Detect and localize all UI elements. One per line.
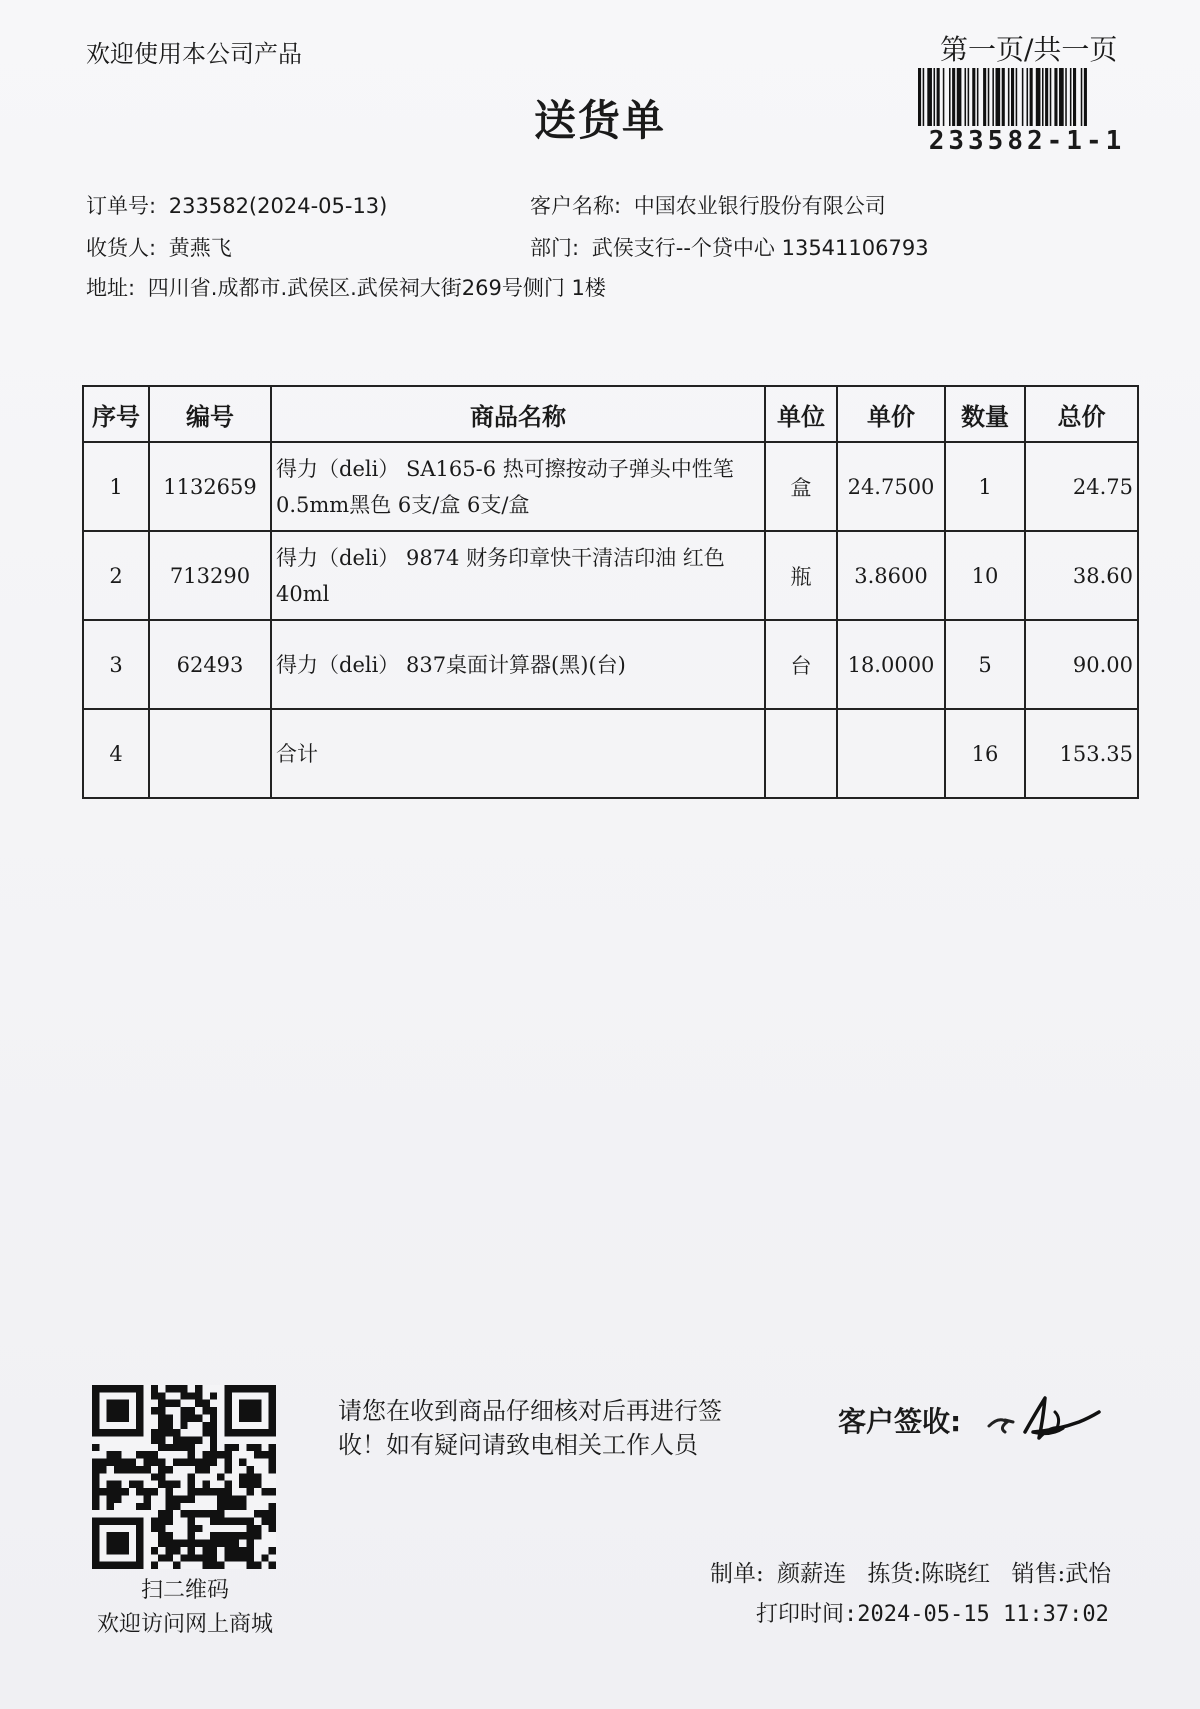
col-header-price: 单价 — [837, 386, 945, 442]
cell-code: 1132659 — [149, 442, 271, 531]
cell-unit: 盒 — [765, 442, 837, 531]
page-info: 第一页/共一页 — [940, 33, 1118, 66]
receiver-value: 黄燕飞 — [168, 236, 232, 260]
cell-name: 得力（deli） SA165-6 热可擦按动子弹头中性笔0.5mm黑色 6支/盒 6支/盒 — [271, 442, 765, 531]
col-header-qty: 数量 — [945, 386, 1025, 442]
receiver-label: 收货人: — [86, 236, 157, 260]
staff-line — [710, 1555, 1111, 1588]
qr-caption-line-2: 欢迎访问网上商城 — [96, 1612, 273, 1637]
customer-value: 中国农业银行股份有限公司 — [633, 194, 886, 218]
customer-sign-label: 客户签收: — [838, 1405, 962, 1438]
cell-name: 得力（deli） 837桌面计算器(黑)(台) — [271, 620, 765, 709]
cell-code — [149, 709, 271, 798]
print-time-label: 打印时间: — [756, 1602, 858, 1627]
col-header-total: 总价 — [1025, 386, 1138, 442]
cell-seq: 3 — [83, 620, 149, 709]
cell-total: 153.35 — [1025, 709, 1138, 798]
cell-unit: 台 — [765, 620, 837, 709]
sales-label: 销售: — [1011, 1561, 1066, 1587]
cell-seq: 2 — [83, 531, 149, 620]
order-label: 订单号: — [86, 194, 157, 218]
cell-unit — [765, 709, 837, 798]
table-header-row — [83, 386, 1138, 442]
col-header-unit: 单位 — [765, 386, 837, 442]
cell-price: 24.7500 — [837, 442, 945, 531]
cell-qty: 1 — [945, 442, 1025, 531]
qr-caption-line-1: 扫二维码 — [140, 1578, 229, 1603]
print-time-value: 2024-05-15 11:37:02 — [857, 1602, 1109, 1627]
cell-price — [837, 709, 945, 798]
cell-total: 24.75 — [1025, 442, 1138, 531]
table-row — [83, 442, 1138, 531]
cell-total: 90.00 — [1025, 620, 1138, 709]
department-line — [530, 232, 929, 262]
cell-price: 18.0000 — [837, 620, 945, 709]
cell-unit: 瓶 — [765, 531, 837, 620]
customer-line — [530, 190, 886, 220]
items-table — [82, 385, 1139, 799]
receiver-line — [86, 232, 232, 262]
maker-value: 颜薪连 — [777, 1561, 847, 1587]
handwritten-signature — [985, 1392, 1105, 1448]
barcode-image — [918, 68, 1136, 126]
picker-value: 陈晓红 — [921, 1561, 991, 1587]
cell-total: 38.60 — [1025, 531, 1138, 620]
document-title: 送货单 — [533, 96, 666, 145]
order-number-line — [86, 190, 387, 220]
table-row — [83, 620, 1138, 709]
picker-label: 拣货: — [867, 1561, 922, 1587]
customer-label: 客户名称: — [530, 194, 622, 218]
col-header-code: 编号 — [149, 386, 271, 442]
cell-code: 62493 — [149, 620, 271, 709]
maker-label: 制单: — [710, 1561, 764, 1587]
sales-value: 武怡 — [1065, 1561, 1112, 1587]
department-value: 武侯支行--个贷中心 13541106793 — [591, 236, 929, 260]
cell-qty: 5 — [945, 620, 1025, 709]
address-label: 地址: — [86, 276, 136, 300]
cell-qty: 10 — [945, 531, 1025, 620]
order-value: 233582(2024-05-13) — [168, 194, 388, 218]
qr-code-image — [92, 1385, 276, 1569]
cell-name: 合计 — [271, 709, 765, 798]
col-header-seq: 序号 — [83, 386, 149, 442]
table-total-row — [83, 709, 1138, 798]
qr-caption — [70, 1574, 300, 1642]
address-value: 四川省.成都市.武侯区.武侯祠大街269号侧门 1楼 — [147, 276, 606, 300]
address-line — [86, 272, 606, 302]
cell-code: 713290 — [149, 531, 271, 620]
welcome-text: 欢迎使用本公司产品 — [86, 40, 302, 68]
cell-name: 得力（deli） 9874 财务印章快干清洁印油 红色40ml — [271, 531, 765, 620]
verification-notice: 请您在收到商品仔细核对后再进行签收！如有疑问请致电相关工作人员 — [338, 1397, 722, 1459]
cell-seq: 1 — [83, 442, 149, 531]
cell-seq: 4 — [83, 709, 149, 798]
department-label: 部门: — [530, 236, 580, 260]
cell-qty: 16 — [945, 709, 1025, 798]
cell-price: 3.8600 — [837, 531, 945, 620]
table-row — [83, 531, 1138, 620]
print-time-line — [756, 1597, 1109, 1628]
barcode-number: 233582-1-1 — [928, 126, 1126, 156]
col-header-name: 商品名称 — [271, 386, 765, 442]
